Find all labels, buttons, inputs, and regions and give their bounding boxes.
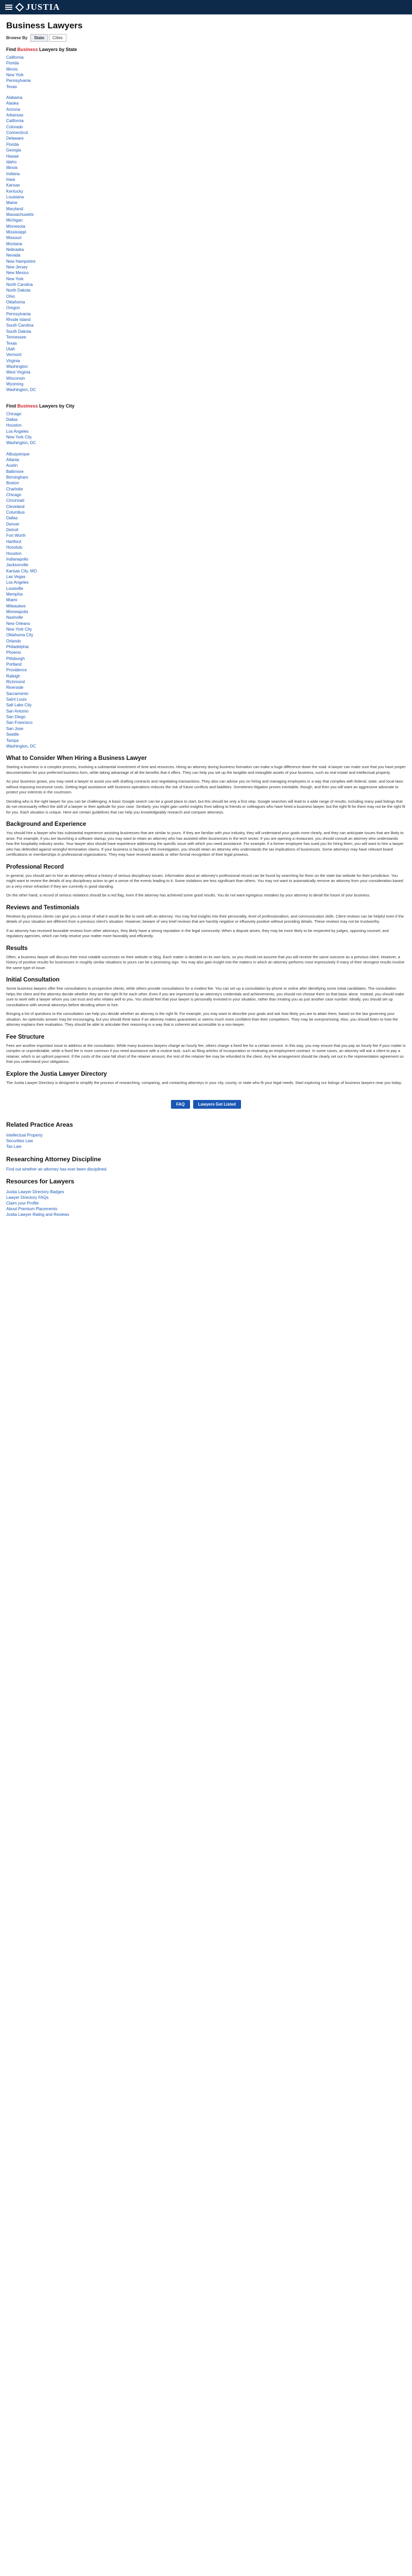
- resource-link[interactable]: Lawyer Directory FAQs: [6, 1195, 49, 1200]
- city-link[interactable]: San Diego: [6, 715, 26, 720]
- article-section-title: Background and Experience: [6, 821, 87, 828]
- state-link[interactable]: Oregon: [6, 306, 20, 311]
- state-link[interactable]: South Dakota: [6, 329, 31, 334]
- state-link[interactable]: Louisiana: [6, 194, 24, 199]
- state-link[interactable]: New Hampshire: [6, 259, 36, 264]
- state-link[interactable]: Alaska: [6, 101, 19, 106]
- city-link[interactable]: Honolulu: [6, 545, 23, 550]
- justia-logo[interactable]: JUSTIA: [16, 2, 60, 12]
- state-link[interactable]: Georgia: [6, 148, 21, 153]
- city-link[interactable]: Austin: [6, 463, 18, 468]
- article: [6, 755, 406, 1086]
- article-paragraph: You should hire a lawyer who has substantial experience assisting businesses that are similar to yours. If they are familiar with your industry, they will understand your goals more clearly, and they can anticipate issues that are likely to arise. For example, if you are launching a software startup, you may want to retain an attorney who has assisted other businesses in the tech sector. If you are opening a restaurant, you should consult an attorney who understands how the hospitality industry works. Your lawyer also should have experience addressing the specific issue with which you need assistance. For example, if a former employee has sued you for hiring them, you will want to hire a lawyer who has defended against wrongful termination claims. If your business is facing an IRS investigation, you should retain an attorney who understands the tax implications of businesses. Some attorneys may have relevant board certifications or memberships in professional organizations. They may have received awards or other formal recognition of their legal prowess.: [6, 831, 404, 857]
- state-link[interactable]: New Jersey: [6, 265, 28, 270]
- article-paragraph: Some business lawyers offer free consultations to prospective clients, while others provide consultations for a modest fee. You can set up a consultation by phone or online after identifying some initial candidates. The consultation helps the client and the attorney decide whether they are the right fit for each other. Even if you are impressed by an attorney's credentials and achievements, you should not choose them so that basic alone. Instead, you should make sure to work with a lawyer whom you can trust and who relates well to you. You should feel that your lawyer is personally invested in your situation, rather than treating you as just another case number. Ideally, you should set up consultations with several attorneys before deciding whom to hire.: [6, 986, 404, 1007]
- city-link[interactable]: Raleigh: [6, 673, 21, 679]
- state-link[interactable]: Iowa: [6, 177, 15, 182]
- related-practice-link[interactable]: Intellectual Property: [6, 1133, 43, 1138]
- article-paragraph: Starting a business is a complex process, involving a substantial investment of time and resources. Hiring an attorney during business formation can make a huge difference down the road. A lawyer can make sure that you have proper documentation for your preferred business form, while taking advantage of all the benefits that it offers. They can help you set up the tangible and intangible assets of your business, such as real estate and intellectual property.: [6, 765, 406, 775]
- city-link[interactable]: New York City: [6, 434, 32, 439]
- state-link[interactable]: Pennsylvania: [6, 311, 31, 316]
- state-link[interactable]: Illinois: [6, 66, 18, 72]
- article-paragraph: Bringing a list of questions to the consultation can help you decide whether an attorney is the right fit. For example, you may want to describe your goals and ask how likely you are to attain them, based on the law governing your situation. An optimistic answer may be encouraging, but you should think twice if an attorney makes guarantees or seems much more confident than their competitors. They may be overpromising. Also, you should listen to how the attorney explains their evaluation. They should be able to articulate their reasoning in a way that is coherent and accessible to a non-lawyer.: [6, 1011, 398, 1027]
- state-link[interactable]: New Mexico: [6, 270, 29, 276]
- state-link[interactable]: Washington: [6, 364, 28, 369]
- cities-heading: Find Business Lawyers by City: [6, 403, 75, 409]
- city-link[interactable]: Saint Louis: [6, 697, 27, 702]
- get-listed-button[interactable]: Lawyers Get Listed: [193, 1100, 241, 1109]
- city-link[interactable]: Riverside: [6, 685, 24, 690]
- city-link[interactable]: Richmond: [6, 680, 25, 685]
- city-link[interactable]: Cleveland: [6, 504, 25, 509]
- city-link[interactable]: Columbus: [6, 510, 25, 515]
- city-link[interactable]: Salt Lake City: [6, 703, 32, 708]
- article-paragraph: As your business grows, you may need a lawyer to assist you with drafting contracts and negotiating transactions. They also can advise you on hiring and managing employees in a way that complies with federal, state, and local laws without imposing excessive costs. Getting legal assistance with business operations reduces the risk of future conflicts and liabilities. Sometimes litigation proves inevitable, though, and then you will want an aggressive advocate to protect your interests in the courtroom.: [6, 779, 403, 795]
- discipline-link[interactable]: Find out whether an attorney has ever been disciplined.: [6, 1167, 108, 1172]
- article-paragraph: In general, you should aim to hire an attorney without a history of serious disciplinary issues. Information about an attorney's professional record can be found by searching for them on the state bar website for their jurisdiction. You might want to review the details of any disciplinary action to get a sense of the events leading to it. Some violations are less significant than others. You may not want to automatically remove an attorney from your consideration based on a very minor infraction if they are currently in good standing.: [6, 873, 403, 889]
- city-link[interactable]: Chicago: [6, 411, 22, 416]
- city-link[interactable]: Fort Worth: [6, 533, 26, 538]
- city-link[interactable]: Las Vegas: [6, 574, 26, 579]
- city-link[interactable]: Memphis: [6, 591, 23, 597]
- city-link[interactable]: Minneapolis: [6, 609, 28, 614]
- state-link[interactable]: North Dakota: [6, 288, 31, 293]
- state-link[interactable]: Delaware: [6, 136, 24, 141]
- city-link[interactable]: Washington, DC: [6, 743, 36, 749]
- state-link[interactable]: California: [6, 55, 24, 60]
- city-link[interactable]: Pittsburgh: [6, 656, 25, 661]
- city-link[interactable]: Dallas: [6, 516, 18, 521]
- city-link[interactable]: Portland: [6, 662, 22, 667]
- city-link[interactable]: Sacramento: [6, 691, 29, 696]
- article-paragraph: Reviews by previous clients can give you a sense of what it would be like to work with an attorney. You may find insights into their personality, level of professionalism, and communication skills. Client reviews can be helpful even if the details of your situation are different from a previous client's situation. However, beware of very brief reviews that are harshly negative or effusively positive without providing details. These reviews may not be trustworthy.: [6, 913, 404, 924]
- state-link[interactable]: Minnesota: [6, 224, 25, 229]
- city-link[interactable]: Milwaukee: [6, 603, 26, 608]
- city-link[interactable]: Seattle: [6, 732, 19, 737]
- state-link[interactable]: Virginia: [6, 358, 20, 363]
- site-header: [0, 0, 412, 14]
- state-link[interactable]: West Virginia: [6, 370, 30, 375]
- state-link[interactable]: Missouri: [6, 235, 22, 241]
- state-link[interactable]: Florida: [6, 142, 19, 147]
- state-link[interactable]: Kentucky: [6, 189, 23, 194]
- resources-title: Resources for Lawyers: [6, 1178, 75, 1185]
- state-link[interactable]: Idaho: [6, 159, 17, 164]
- city-link[interactable]: Atlanta: [6, 457, 19, 462]
- related-practice-link[interactable]: Tax Law: [6, 1144, 22, 1149]
- state-link[interactable]: Hawaii: [6, 154, 19, 159]
- state-link[interactable]: Connecticut: [6, 130, 28, 135]
- city-link[interactable]: Birmingham: [6, 475, 28, 480]
- city-link[interactable]: Nashville: [6, 615, 23, 620]
- article-paragraph: Deciding who is the right lawyer for you can be challenging. A basic Google search can be a good place to start, but this should be only a first step. Google searches will lead to a wide range of results, including many paid listings that do not necessarily reflect the skill of a lawyer or their aptitude for your case. Similarly, you might gain useful insights from talking to friends or colleagues who have hired a business lawyer, but the right fit for them may not be the right fit for you. Each situation is unique. Here are certain guidelines that can help you knowledgeably research and compare attorneys.: [6, 799, 405, 815]
- top-cities-list: [6, 411, 406, 446]
- article-section-title: What to Consider When Hiring a Business Lawyer: [6, 755, 147, 762]
- city-link[interactable]: New Orleans: [6, 621, 30, 626]
- state-link[interactable]: Arkansas: [6, 113, 24, 118]
- article-paragraph: The Justia Lawyer Directory is designed to simplify the process of researching, comparing, and contacting attorneys in your city, county, or state who fit your legal needs. Start exploring our listings of business lawyers near you today.: [6, 1080, 402, 1085]
- states-heading: Find Business Lawyers by State: [6, 47, 77, 52]
- resources-list: [6, 1189, 406, 1217]
- state-link[interactable]: Indiana: [6, 171, 20, 176]
- state-link[interactable]: Wisconsin: [6, 376, 25, 381]
- state-link[interactable]: Michigan: [6, 218, 23, 223]
- related-practice-link[interactable]: Securities Law: [6, 1139, 33, 1144]
- article-paragraph: If an attorney has received favorable reviews from other attorneys, they likely have a strong reputation in the legal community. When a dispute arises, they may be more likely to be respected by judges, opposing counsel, and regulatory agencies, which can help resolve your matter more favorably and efficiently.: [6, 928, 389, 939]
- cta-buttons: [6, 1100, 406, 1109]
- resource-link[interactable]: Justia Lawyer Rating and Reviews: [6, 1212, 70, 1217]
- state-link[interactable]: Tennessee: [6, 335, 26, 340]
- state-link[interactable]: Pennsylvania: [6, 78, 31, 83]
- city-link[interactable]: Miami: [6, 598, 18, 603]
- state-link[interactable]: Kansas: [6, 183, 20, 188]
- state-link[interactable]: New York: [6, 276, 24, 281]
- city-link[interactable]: Detroit: [6, 528, 19, 533]
- research-title: Researching Attorney Discipline: [6, 1156, 101, 1163]
- city-link[interactable]: Hartford: [6, 539, 21, 544]
- city-link[interactable]: Boston: [6, 481, 19, 486]
- state-link[interactable]: Massachusetts: [6, 212, 34, 217]
- city-link[interactable]: San Jose: [6, 726, 24, 731]
- city-link[interactable]: Charlotte: [6, 486, 23, 492]
- city-link[interactable]: Indianapolis: [6, 556, 28, 562]
- article-section-title: Professional Record: [6, 863, 64, 870]
- state-link[interactable]: Oklahoma: [6, 300, 25, 305]
- browse-label: Browse By: [6, 36, 28, 40]
- city-link[interactable]: Cincinnati: [6, 498, 25, 503]
- city-link[interactable]: Los Angeles: [6, 580, 29, 585]
- article-section-title: Results: [6, 945, 28, 952]
- city-link[interactable]: Dallas: [6, 417, 18, 422]
- city-link[interactable]: Providence: [6, 668, 27, 673]
- state-link[interactable]: Illinois: [6, 165, 18, 171]
- faq-button[interactable]: FAQ: [171, 1100, 190, 1109]
- all-cities-list: [6, 451, 406, 750]
- state-link[interactable]: Utah: [6, 346, 15, 351]
- article-paragraph: Fees are another important issue to address at the consultation. While many business lawyers charge an hourly fee, others charge a fixed fee for a certain service. In this way, you may ensure that you pay an hourly fee if your matter is complex or unpredictable, while a fixed fee is more common if you need assistance with a routine task, such as filing articles of incorporation or reviewing an employment contract. In some cases, an attorney will ask a client to pay a retainer, which is an upfront payment. If the costs of the case fall short of the retainer amount, the rest of the retainer fee may be refunded to the client. Any fee arrangement should be clearly set out in the representation agreement so that you understand your obligations.: [6, 1043, 406, 1064]
- city-link[interactable]: Baltimore: [6, 469, 24, 474]
- city-link[interactable]: Phoenix: [6, 650, 21, 655]
- city-link[interactable]: Oklahoma City: [6, 633, 33, 638]
- city-link[interactable]: Louisville: [6, 586, 23, 591]
- state-link[interactable]: Rhode Island: [6, 317, 31, 323]
- city-link[interactable]: Denver: [6, 521, 20, 527]
- state-link[interactable]: Wyoming: [6, 381, 24, 386]
- state-link[interactable]: Mississippi: [6, 229, 26, 234]
- state-link[interactable]: Nevada: [6, 253, 21, 258]
- city-link[interactable]: Philadelphia: [6, 645, 29, 649]
- state-link[interactable]: Texas: [6, 84, 17, 89]
- article-section-title: Fee Structure: [6, 1033, 45, 1040]
- resource-link[interactable]: About Premium Placements: [6, 1207, 58, 1212]
- hamburger-menu-icon[interactable]: [5, 5, 12, 10]
- state-link[interactable]: Washington, DC: [6, 387, 36, 393]
- city-link[interactable]: Chicago: [6, 493, 22, 498]
- state-link[interactable]: North Carolina: [6, 282, 33, 287]
- page-title: Business Lawyers: [6, 21, 83, 30]
- city-link[interactable]: Washington, DC: [6, 440, 36, 446]
- city-link[interactable]: San Antonio: [6, 708, 29, 714]
- article-paragraph: On the other hand, a record of serious violations should be a red flag, even if the attorney has achieved some good results. You do not want egregious mistakes by your attorney to derail the future of your business.: [6, 893, 371, 898]
- state-link[interactable]: Texas: [6, 341, 17, 346]
- state-link[interactable]: Nebraska: [6, 247, 24, 252]
- related-list: [6, 1132, 406, 1149]
- state-link[interactable]: California: [6, 118, 24, 124]
- logo-mark-icon: [15, 3, 24, 12]
- article-paragraph: Often, a business lawyer will discuss their most notable successes on their website or blog. Each matter is decided on its own facts, so you should not assume that you will receive the same outcome as a previous client. However, a history of positive results for businesses in roughly similar situations to yours can be a promising sign. You may also gain insight into the matters in which an attorney performs most impressively if many of their strongest results involve the same type of issue.: [6, 954, 405, 970]
- state-link[interactable]: South Carolina: [6, 323, 33, 328]
- state-link[interactable]: Florida: [6, 61, 19, 66]
- related-title: Related Practice Areas: [6, 1121, 73, 1129]
- city-link[interactable]: San Francisco: [6, 720, 33, 725]
- top-states-list: [6, 55, 406, 90]
- state-link[interactable]: Colorado: [6, 124, 23, 129]
- city-link[interactable]: Jacksonville: [6, 563, 29, 568]
- state-link[interactable]: Montana: [6, 241, 23, 246]
- article-section-title: Reviews and Testimonials: [6, 904, 80, 911]
- city-link[interactable]: Kansas City, MO: [6, 568, 37, 573]
- resource-link[interactable]: Claim your Profile: [6, 1201, 39, 1206]
- city-link[interactable]: Houston: [6, 551, 22, 556]
- state-link[interactable]: Alabama: [6, 95, 23, 100]
- resource-link[interactable]: Justia Lawyer Directory Badges: [6, 1190, 64, 1195]
- city-link[interactable]: New York City: [6, 626, 32, 632]
- article-section-title: Initial Consultation: [6, 977, 60, 984]
- city-link[interactable]: Tampa: [6, 738, 19, 743]
- state-link[interactable]: Maine: [6, 200, 18, 206]
- city-link[interactable]: Houston: [6, 423, 22, 428]
- state-link[interactable]: Arizona: [6, 107, 21, 112]
- tab-state[interactable]: State: [30, 34, 48, 42]
- city-link[interactable]: Albuquerque: [6, 451, 30, 456]
- city-link[interactable]: Los Angeles: [6, 429, 29, 434]
- tab-cities[interactable]: Cities: [49, 34, 66, 42]
- city-link[interactable]: Orlando: [6, 638, 21, 643]
- state-link[interactable]: New York: [6, 73, 24, 78]
- article-section-title: Explore the Justia Lawyer Directory: [6, 1071, 107, 1077]
- state-link[interactable]: Ohio: [6, 294, 15, 299]
- browse-by: [6, 34, 406, 42]
- state-link[interactable]: Maryland: [6, 206, 23, 211]
- state-link[interactable]: Vermont: [6, 352, 22, 358]
- all-states-list: [6, 95, 406, 393]
